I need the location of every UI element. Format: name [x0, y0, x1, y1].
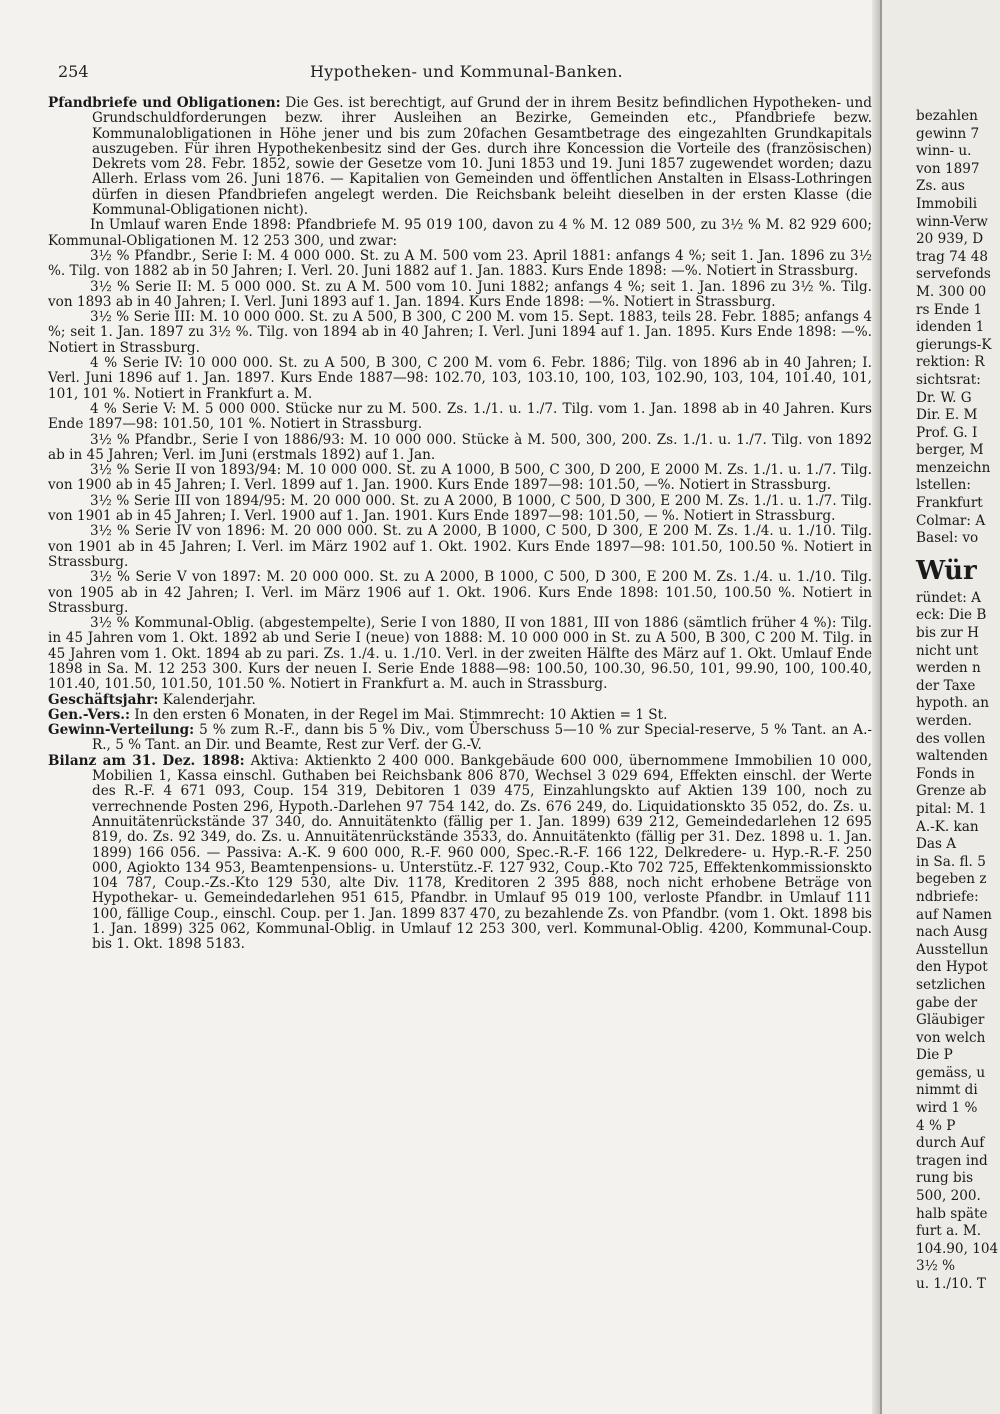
- paragraph-label: Bilanz am 31. Dez. 1898:: [48, 752, 245, 769]
- facing-line: in Sa. fl. 5: [916, 853, 986, 870]
- paragraph-text: Die Ges. ist berechtigt, auf Grund der in ihrem Besitz befindlichen Hypotheken- und Grundschuldforderungen bezw. ihrer Ausleihen an Bezirke, Gemeinden etc., Pfandbriefe bezw. Kommunalobligationen in Höhe jener und bis zum 20fachen Gesamtbetrage des eingezahlten Grundkapitals auszugeben. Für ihren Hypothekenbesitz sind der Ges. durch ihre Koncession die Vorteile des (französischen) Dekrets vom 28. Febr. 1852, sowie der Gesetze vom 10. Juni 1853 und 19. Juni 1857 zugewendet worden; dazu Allerh. Erlass vom 26. Juni 1876. — Kapitalien von Gemeinden und öffentlichen Anstalten in Elsass-Lothringen dürfen in diesen Pfandbriefen angelegt werden. Die Reichsbank beleiht dieselben in der ersten Klasse (die Kommunal-Obligationen nicht).: [92, 95, 872, 219]
- paragraph-text: 3½ % Kommunal-Oblig. (abgestempelte), Serie I von 1880, II von 1881, III von 1886 (sämtlich früher 4 %): Tilg. in 45 Jahren vom 1. Okt. 1892 ab und Serie I (neue) von 1888: M. 10 000 000 in St. zu A 500, B 300, C 200 M. Tilg. in 45 Jahren vom 1. Okt. 1894 ab zu pari. Zs. 1./4. u. 1./10. Verl. in der zweiten Hälfte des März auf 1. Okt. Umlauf Ende 1898 in Sa. M. 12 253 300. Kurs der neuen I. Serie Ende 1888—98: 100.50, 100.30, 96.50, 101, 99.90, 100, 100.40, 101.40, 101.50, 101.50, 101.50 %. Notiert in Frankfurt a. M. auch in Strassburg.: [48, 615, 872, 693]
- facing-line: 3½ %: [916, 1258, 956, 1275]
- facing-line: Fonds in: [916, 765, 975, 782]
- paragraph-label: Pfandbriefe und Obligationen:: [48, 95, 281, 111]
- facing-line: werden n: [916, 660, 981, 677]
- paragraph-text: 4 % Serie V: M. 5 000 000. Stücke nur zu M. 500. Zs. 1./1. u. 1./7. Tilg. vom 1. Jan. 1898 ab in 40 Jahren. Kurs Ende 1897—98: 101.50, 101 %. Notiert in Strassburg.: [48, 400, 872, 433]
- facing-line: Dir. E. M: [916, 407, 978, 424]
- facing-line: pital: M. 1: [916, 800, 988, 817]
- facing-line: der Taxe: [916, 677, 976, 694]
- facing-line: furt a. M.: [916, 1223, 982, 1240]
- facing-line: ndbriefe:: [916, 888, 979, 905]
- facing-line: M. 300 00: [916, 283, 987, 300]
- facing-line: nicht unt: [916, 642, 979, 659]
- paragraph: [48, 96, 872, 218]
- facing-line: menzeichn: [916, 459, 991, 476]
- facing-line: durch Auf: [916, 1135, 985, 1152]
- paragraph-text: 3½ % Serie III von 1894/95: M. 20 000 000. St. zu A 2000, B 1000, C 500, D 300, E 200 M. Zs. 1./1. u. 1./7. Tilg. von 1901 ab in 45 Jahren; I. Verl. 1900 auf 1. Jan. 1901. Kurs Ende 1897—98: 101.50, — %. Notiert in Strassburg.: [48, 492, 872, 525]
- facing-line: Prof. G. I: [916, 424, 978, 441]
- paragraph: [48, 463, 872, 494]
- paragraph-text: 3½ % Pfandbr., Serie I: M. 4 000 000. St. zu A M. 500 vom 23. April 1881: anfangs 4 %; seit 1. Jan. 1896 zu 3½ %. Tilg. von 1882 ab in 50 Jahren; I. Verl. 20. Juni 1882 auf 1. Jan. 1883. Kurs Ende 1898: —%. Notiert in Strassburg.: [48, 247, 872, 280]
- facing-line: Frankfurt: [916, 495, 983, 512]
- facing-line: halb späte: [916, 1205, 988, 1222]
- facing-line: ründet: A: [916, 589, 981, 606]
- facing-line: 500, 200.: [916, 1188, 981, 1205]
- paragraph-text: Kalenderjahr.: [158, 691, 256, 708]
- facing-line: gemäss, u: [916, 1064, 986, 1081]
- facing-line: servefonds: [916, 266, 991, 283]
- facing-line: Grenze ab: [916, 783, 987, 800]
- facing-line: auf Namen: [916, 906, 992, 923]
- facing-line: des vollen: [916, 730, 986, 747]
- paragraph-text: 3½ % Pfandbr., Serie I von 1886/93: M. 10 000 000. Stücke à M. 500, 300, 200. Zs. 1./1. u. 1./7. Tilg. von 1892 ab in 45 Jahren; Verl. im Juni (erstmals 1892) auf 1. Jan.: [48, 431, 872, 463]
- paragraph-text: 4 % Serie IV: 10 000 000. St. zu A 500, B 300, C 200 M. vom 6. Febr. 1886; Tilg. von 1896 ab in 40 Jahren; I. Verl. Juni 1896 auf 1. Jan. 1897. Kurs Ende 1887—98: 102.70, 103, 103.10, 100, 103, 102.90, 103, 104, 101.40, 101, 101, 101 %. Notiert in Frankfurt a. M.: [48, 355, 872, 402]
- paragraph-text: In Umlauf waren Ende 1898: Pfandbriefe M. 95 019 100, davon zu 4 % M. 12 089 500, zu 3½ % M. 82 929 600; Kommunal-Obligationen M. 12 253 300, und zwar:: [48, 217, 872, 249]
- running-title: Hypotheken- und Kommunal-Banken.: [310, 62, 623, 81]
- facing-line: Die P: [916, 1047, 953, 1064]
- page-header: [50, 62, 870, 86]
- facing-line: Wür: [916, 555, 977, 586]
- paragraph: [48, 218, 872, 249]
- facing-line: eck: Die B: [916, 607, 987, 624]
- facing-line: Colmar: A: [916, 512, 986, 529]
- facing-line: nach Ausg: [916, 924, 988, 941]
- facing-page-fragment: [880, 0, 1000, 1414]
- facing-line: bis zur H: [916, 625, 979, 642]
- paragraph-text: 3½ % Serie IV von 1896: M. 20 000 000. St. zu A 2000, B 1000, C 500, D 300, E 200 M. Zs. 1./4. u. 1./10. Tilg. von 1901 ab in 45 Jahren; I. Verl. im März 1902 auf 1. Okt. 1902. Kurs Ende 1897—98: 101.50, 100.50 %. Notiert in Strassburg.: [48, 523, 872, 570]
- facing-line: lstellen:: [916, 477, 971, 494]
- facing-line: nimmt di: [916, 1082, 978, 1099]
- facing-line: trag 74 48: [916, 248, 989, 265]
- facing-line: Das A: [916, 836, 957, 853]
- paragraph-text: 3½ % Serie II: M. 5 000 000. St. zu A M. 500 vom 10. Juni 1882; anfangs 4 %; seit 1. Jan. 1896 zu 3½ %. Tilg. von 1893 ab in 40 Jahren; I. Verl. Juni 1893 auf 1. Jan. 1894. Kurs Ende 1898: —%. Notiert in Strassburg.: [48, 278, 872, 310]
- facing-line: begeben z: [916, 871, 987, 888]
- facing-line: rs Ende 1: [916, 301, 983, 318]
- facing-line: A.-K. kan: [916, 818, 979, 835]
- facing-line: Gläubiger: [916, 1012, 985, 1029]
- paragraph: [48, 433, 872, 464]
- facing-line: sichtsrat:: [916, 371, 981, 388]
- facing-line: idenden 1: [916, 319, 985, 336]
- paragraph: [48, 693, 872, 708]
- paragraph-text: In den ersten 6 Monaten, in der Regel im Mai. Stimmrecht: 10 Aktien = 1 St.: [130, 706, 668, 723]
- facing-line: winn-Verw: [916, 213, 988, 230]
- page-number: 254: [58, 62, 89, 81]
- facing-line: Basel: vo: [916, 530, 979, 547]
- facing-line: Dr. W. G: [916, 389, 972, 406]
- facing-line: 4 % P: [916, 1117, 956, 1134]
- paragraph: [48, 249, 872, 280]
- facing-line: gabe der: [916, 994, 978, 1011]
- facing-line: waltenden: [916, 748, 988, 765]
- paragraph: [48, 524, 872, 570]
- facing-line: Ausstellun: [916, 941, 989, 958]
- paragraph: [48, 754, 872, 953]
- facing-line: wird 1 %: [916, 1100, 978, 1117]
- facing-line: gewinn 7: [916, 125, 980, 142]
- facing-line: u. 1./10. T: [916, 1276, 986, 1292]
- paragraph-text: 3½ % Serie II von 1893/94: M. 10 000 000. St. zu A 1000, B 500, C 300, D 200, E 2000 M. Zs. 1./1. u. 1./7. Tilg. von 1900 ab in 45 Jahren; I. Verl. 1899 auf 1. Jan. 1900. Kurs Ende 1897—98: 101.50, —%. Notiert in Strassburg.: [48, 462, 872, 494]
- paragraph: [48, 402, 872, 433]
- facing-line: 20 939, D: [916, 231, 984, 248]
- paragraph-text: 3½ % Serie V von 1897: M. 20 000 000. St. zu A 2000, B 1000, C 500, D 300, E 200 M. Zs. 1./4. u. 1./10. Tilg. von 1905 ab in 42 Jahren; I. Verl. im März 1906 auf 1. Okt. 1906. Kurs Ende 1898: 101.50, 100.50 %. Notiert in Strassburg.: [48, 569, 872, 616]
- paragraph: [48, 616, 872, 692]
- facing-line: gierungs-K: [916, 336, 992, 353]
- paragraph-text: 5 % zum R.-F., dann bis 5 % Div., vom Überschuss 5—10 % zur Special-reserve, 5 % Tant. an A.-R., 5 % Tant. an Dir. und Beamte, Rest zur Verf. der G.-V.: [92, 722, 872, 754]
- facing-line: 104.90, 104: [916, 1240, 999, 1257]
- facing-line: werden.: [916, 713, 973, 729]
- facing-line: Immobili: [916, 195, 978, 212]
- facing-line: tragen ind: [916, 1152, 988, 1169]
- facing-line: hypoth. an: [916, 695, 990, 712]
- facing-line: winn- u.: [916, 143, 972, 160]
- paragraph: [48, 310, 872, 356]
- facing-page-lines: [916, 108, 1000, 1294]
- paragraph: [48, 708, 872, 723]
- paragraph: [48, 570, 872, 616]
- facing-line: bezahlen: [916, 108, 978, 124]
- paragraph-text: Aktiva: Aktienkto 2 400 000. Bankgebäude 600 000, übernommene Immobilien 10 000, Mobilien 1, Kassa einschl. Guthaben bei Reichsbank 806 870, Wechsel 3 029 694, Effekten einschl. der Werte des R.-F. 4 671 093, Coup. 154 319, Debitoren 1 039 475, Einzahlungskto auf Aktien 139 100, noch zu verrechnende Posten 296, Hypoth.-Darlehen 97 754 142, do. Zs. 676 249, do. Liquidationskto 35 052, do. Zs. u. Annuitätenrückstände 37 340, do. Annuitätenkto (fällig per 1. Jan. 1899) 639 212, Gemeindedarlehen 12 695 819, do. Zs. 92 349, do. Zs. u. Annuitätenrückstände 3533, do. Annuitätenkto (fällig per 31. Dez. 1898 u. 1. Jan. 1899) 166 056. — Passiva: A.-K. 9 600 000, R.-F. 960 000, Spec.-R.-F. 166 122, Delkredere- u. Hyp.-R.-F. 250 000, Agiokto 134 953, Beamtenpensions- u. Unterstütz.-F. 127 932, Coup.-Kto 702 725, Effektenkommissionskto 104 787, Coup.-Zs.-Kto 129 530, alte Div. 1178, Kreditoren 2 395 888, noch nicht erhobene Beträge von Hypothekar- u. Gemeindedarlehen 951 615, Pfandbr. in Umlauf 95 019 100, verloste Pfandbr. in Umlauf 111 100, fällige Coup., einschl. Coup. per 1. Jan. 1899 837 470, zu bezahlende Zs. von Pfandbr. (vom 1. Okt. 1898 bis 1. Jan. 1899) 325 062, Kommunal-Oblig. in Umlauf 12 253 300, verl. Kommunal-Oblig. 4200, Kommunal-Coup. bis 1. Okt. 1898 5183.: [92, 752, 872, 953]
- paragraph: [48, 280, 872, 311]
- paragraph-label: Gen.-Vers.:: [48, 706, 131, 723]
- paragraph-label: Geschäftsjahr:: [48, 691, 159, 708]
- facing-line: berger, M: [916, 442, 984, 459]
- facing-line: den Hypot: [916, 959, 988, 976]
- paragraph: [48, 356, 872, 402]
- facing-line: Zs. aus: [916, 178, 965, 195]
- paragraph-label: Gewinn-Verteilung:: [48, 722, 195, 739]
- facing-line: setzlichen: [916, 976, 986, 993]
- body-text: [48, 96, 872, 953]
- facing-line: rektion: R: [916, 354, 985, 371]
- paragraph: [48, 723, 872, 754]
- paragraph-text: 3½ % Serie III: M. 10 000 000. St. zu A 500, B 300, C 200 M. vom 15. Sept. 1883, teils 28. Febr. 1885; anfangs 4 %; seit 1. Jan. 1897 zu 3½ %. Tilg. von 1894 ab in 40 Jahren; I. Verl. Juni 1894 auf 1. Jan. 1895. Kurs Ende 1898: —%. Notiert in Strassburg.: [48, 309, 872, 356]
- facing-line: von welch: [916, 1029, 986, 1046]
- paragraph: [48, 494, 872, 525]
- facing-line: von 1897: [916, 160, 980, 177]
- facing-line: rung bis: [916, 1170, 974, 1187]
